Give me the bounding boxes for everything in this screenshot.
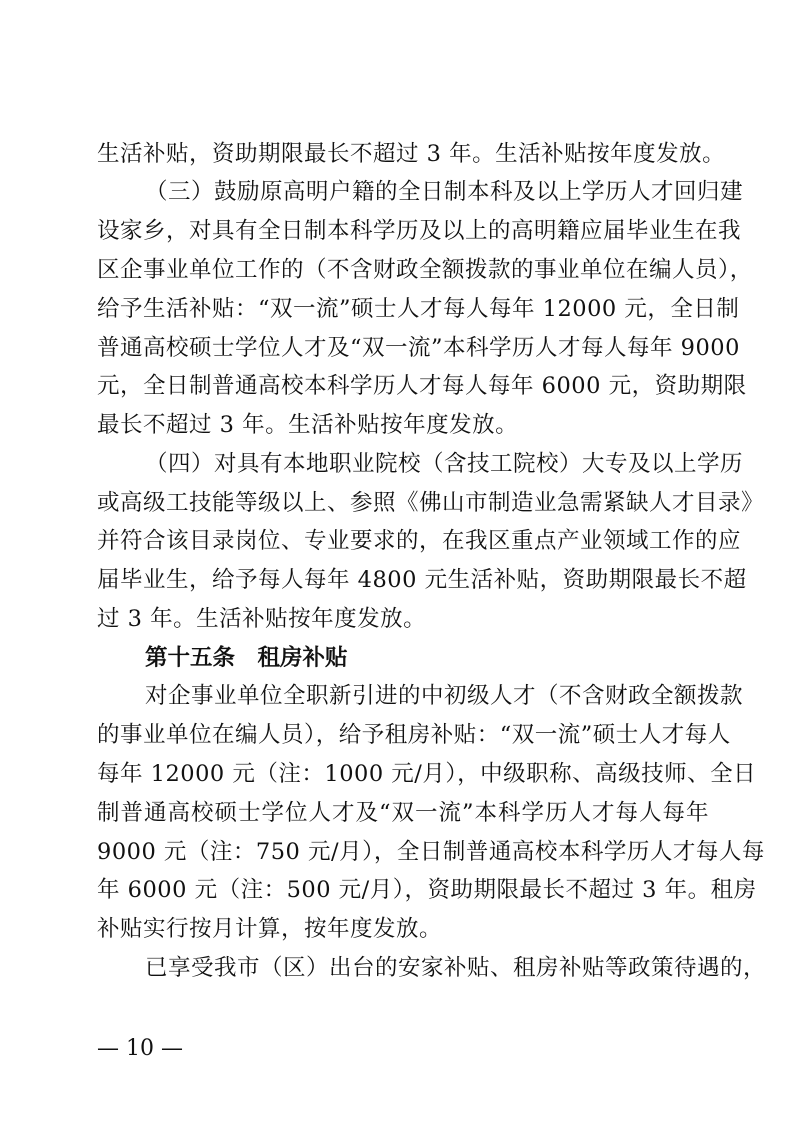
paragraph-line: 9000 元（注：750 元/月），全日制普通高校本科学历人才每人每 (97, 839, 765, 865)
paragraph-line: 对企事业单位全职新引进的中初级人才（不含财政全额拨款 (145, 683, 744, 709)
paragraph-line: 并符合该目录岗位、专业要求的，在我区重点产业领域工作的应 (97, 528, 742, 554)
paragraph-line: 已享受我市（区）出台的安家补贴、租房补贴等政策待遇的， (145, 955, 767, 981)
paragraph-line: 每年 12000 元（注：1000 元/月），中级职称、高级技师、全日 (97, 761, 757, 787)
paragraph-line: 给予生活补贴：“双一流”硕士人才每人每年 12000 元，全日制 (97, 296, 740, 322)
paragraph-line: 制普通高校硕士学位人才及“双一流”本科学历人才每人每年 (97, 800, 709, 826)
paragraph-line: 过 3 年。生活补贴按年度发放。 (97, 606, 427, 632)
paragraph-line: 生活补贴，资助期限最长不超过 3 年。生活补贴按年度发放。 (97, 141, 726, 167)
page-number: — 10 — (97, 1036, 183, 1061)
paragraph-line: 补贴实行按月计算，按年度发放。 (97, 916, 443, 942)
section-heading: 第十五条 租房补贴 (145, 645, 348, 671)
paragraph-line: 年 6000 元（注：500 元/月），资助期限最长不超过 3 年。租房 (97, 877, 757, 903)
paragraph-line: 的事业单位在编人员），给予租房补贴：“双一流”硕士人才每人 (97, 722, 731, 748)
paragraph-line: 设家乡，对具有全日制本科学历及以上的高明籍应届毕业生在我 (97, 218, 742, 244)
paragraph-line: （三）鼓励原高明户籍的全日制本科及以上学历人才回归建 (145, 179, 744, 205)
paragraph-line: 区企事业单位工作的（不含财政全额拨款的事业单位在编人员）， (97, 257, 753, 283)
paragraph-line: （四）对具有本地职业院校（含技工院校）大专及以上学历 (145, 451, 744, 477)
paragraph-line: 届毕业生，给予每人每年 4800 元生活补贴，资助期限最长不超 (97, 567, 747, 593)
paragraph-line: 或高级工技能等级以上、参照《佛山市制造业急需紧缺人才目录》 (97, 490, 765, 516)
paragraph-line: 最长不超过 3 年。生活补贴按年度发放。 (97, 412, 519, 438)
paragraph-line: 普通高校硕士学位人才及“双一流”本科学历人才每人每年 9000 (97, 335, 740, 361)
paragraph-line: 元，全日制普通高校本科学历人才每人每年 6000 元，资助期限 (97, 373, 747, 399)
